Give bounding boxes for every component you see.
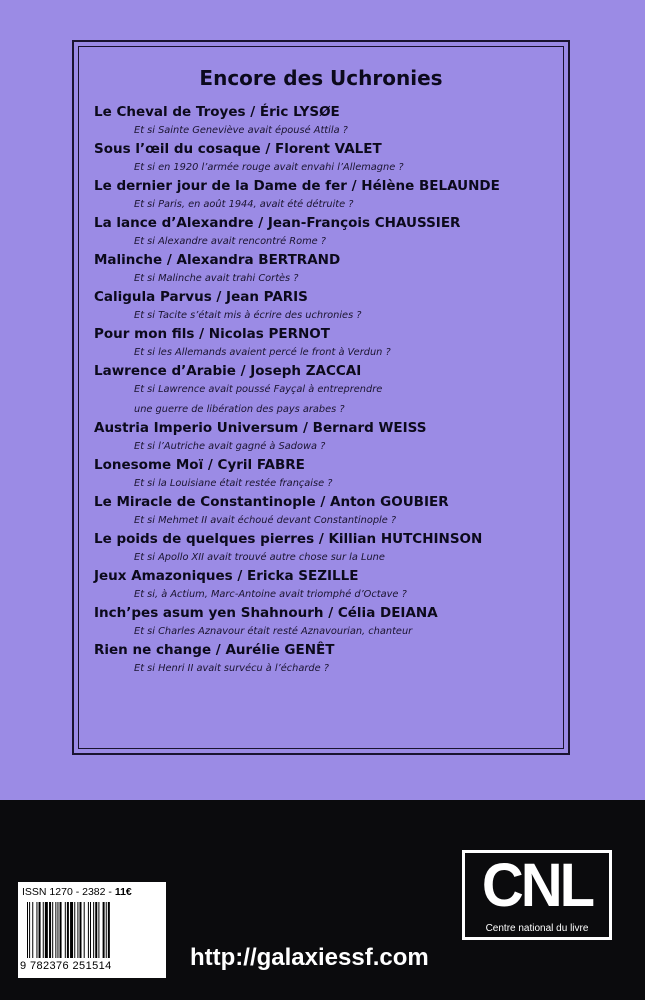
entry-question: Et si Charles Aznavour était resté Aznavourian, chanteur <box>134 626 413 637</box>
barcode-bar <box>98 902 99 958</box>
entry-title: Le dernier jour de la Dame de fer / Hélène BELAUNDE <box>94 178 500 194</box>
entry-question: Et si Alexandre avait rencontré Rome ? <box>134 236 326 247</box>
barcode-bar <box>93 902 94 958</box>
entry-question: une guerre de libération des pays arabes ? <box>134 404 345 415</box>
entry-title: Pour mon fils / Nicolas PERNOT <box>94 326 330 342</box>
entry-question: Et si, à Actium, Marc-Antoine avait triomphé d’Octave ? <box>134 589 407 600</box>
barcode-bar <box>65 902 66 958</box>
issn-text: ISSN 1270 - 2382 - <box>22 886 112 898</box>
entry-title: Le poids de quelques pierres / Killian HUTCHINSON <box>94 531 483 547</box>
entry-question: Et si la Louisiane était restée française ? <box>134 478 333 489</box>
price: 11€ <box>114 886 132 898</box>
list-item <box>94 104 558 141</box>
list-item <box>94 289 558 326</box>
cnl-logo-caption: Centre national du livre <box>485 923 589 934</box>
barcode-bar <box>103 902 105 958</box>
entry-question: Et si Sainte Geneviève avait épousé Attila ? <box>134 125 348 136</box>
entry-title: Austria Imperio Universum / Bernard WEISS <box>94 420 427 436</box>
entry-title: Le Miracle de Constantinople / Anton GOUBIER <box>94 494 449 510</box>
barcode-bar <box>95 902 97 958</box>
barcode-bar <box>55 902 56 958</box>
barcode-bar <box>57 902 58 958</box>
list-item <box>94 178 558 215</box>
list-item <box>94 457 558 494</box>
entry-title: Malinche / Alexandra BERTRAND <box>94 252 341 268</box>
barcode-bar <box>60 902 62 958</box>
entry-question: Et si Malinche avait trahi Cortès ? <box>134 273 299 284</box>
list-item <box>94 605 558 642</box>
entry-title: Sous l’œil du cosaque / Florent VALET <box>94 141 382 157</box>
barcode-bar <box>84 902 85 958</box>
entry-title: La lance d’Alexandre / Jean-François CHAUSSIER <box>94 215 461 231</box>
barcode-bar <box>39 902 41 958</box>
entry-title: Caligula Parvus / Jean PARIS <box>94 289 308 305</box>
barcode-bar <box>29 902 30 958</box>
list-item <box>94 568 558 605</box>
entry-question: Et si Henri II avait survécu à l’écharde ? <box>134 663 329 674</box>
entry-title: Jeux Amazoniques / Ericka SEZILLE <box>94 568 359 584</box>
entry-title: Inch’pes asum yen Shahnourh / Célia DEIANA <box>94 605 438 621</box>
entry-question: Et si Paris, en août 1944, avait été détruite ? <box>134 199 354 210</box>
contents-frame <box>72 40 570 755</box>
entry-title: Lonesome Moï / Cyril FABRE <box>94 457 305 473</box>
list-item <box>94 252 558 289</box>
entry-question: Et si Apollo XII avait trouvé autre chose sur la Lune <box>134 552 385 563</box>
barcode-bar <box>90 902 91 958</box>
entry-question: Et si en 1920 l’armée rouge avait envahi l’Allemagne ? <box>134 162 404 173</box>
list-item <box>94 494 558 531</box>
barcode-bar <box>27 902 28 958</box>
list-item <box>94 363 558 420</box>
entry-question: Et si Mehmet II avait échoué devant Constantinople ? <box>134 515 397 526</box>
entry-question: Et si Lawrence avait poussé Fayçal à entreprendre <box>134 384 383 395</box>
entry-question: Et si l’Autriche avait gagné à Sadowa ? <box>134 441 326 452</box>
entry-question: Et si les Allemands avaient percé le front à Verdun ? <box>134 347 391 358</box>
list-item <box>94 420 558 457</box>
barcode-bar <box>74 902 75 958</box>
entry-title: Lawrence d’Arabie / Joseph ZACCAI <box>94 363 362 379</box>
entries-list <box>94 104 558 679</box>
barcode-bar <box>77 902 78 958</box>
barcode-area <box>18 882 166 978</box>
entry-title: Le Cheval de Troyes / Éric LYSØE <box>94 104 340 120</box>
list-item <box>94 141 558 178</box>
cnl-logo-letters: CNL <box>481 851 593 920</box>
barcode-bar <box>106 902 107 958</box>
page-title: Encore des Uchronies <box>199 66 443 90</box>
barcode-bar <box>43 902 44 958</box>
barcode-bar <box>45 902 48 958</box>
entry-title: Rien ne change / Aurélie GENÊT <box>94 642 335 658</box>
list-item <box>94 215 558 252</box>
barcode-bar <box>36 902 37 958</box>
barcode-bar <box>52 902 53 958</box>
barcode-bar <box>80 902 82 958</box>
barcode-bar <box>88 902 89 958</box>
barcode-image <box>26 902 158 958</box>
barcode-bar <box>32 902 33 958</box>
list-item <box>94 531 558 568</box>
barcode-bar <box>70 902 73 958</box>
list-item <box>94 326 558 363</box>
barcode-bar <box>49 902 51 958</box>
ean-number: 9 782376 251514 <box>20 960 112 972</box>
list-item <box>94 642 558 679</box>
barcode-bar <box>67 902 69 958</box>
cnl-logo <box>462 850 612 940</box>
website-url[interactable]: http://galaxiessf.com <box>190 944 429 971</box>
barcode-bar <box>108 902 110 958</box>
issn-label <box>22 886 132 898</box>
entry-question: Et si Tacite s’était mis à écrire des uchronies ? <box>134 310 362 321</box>
